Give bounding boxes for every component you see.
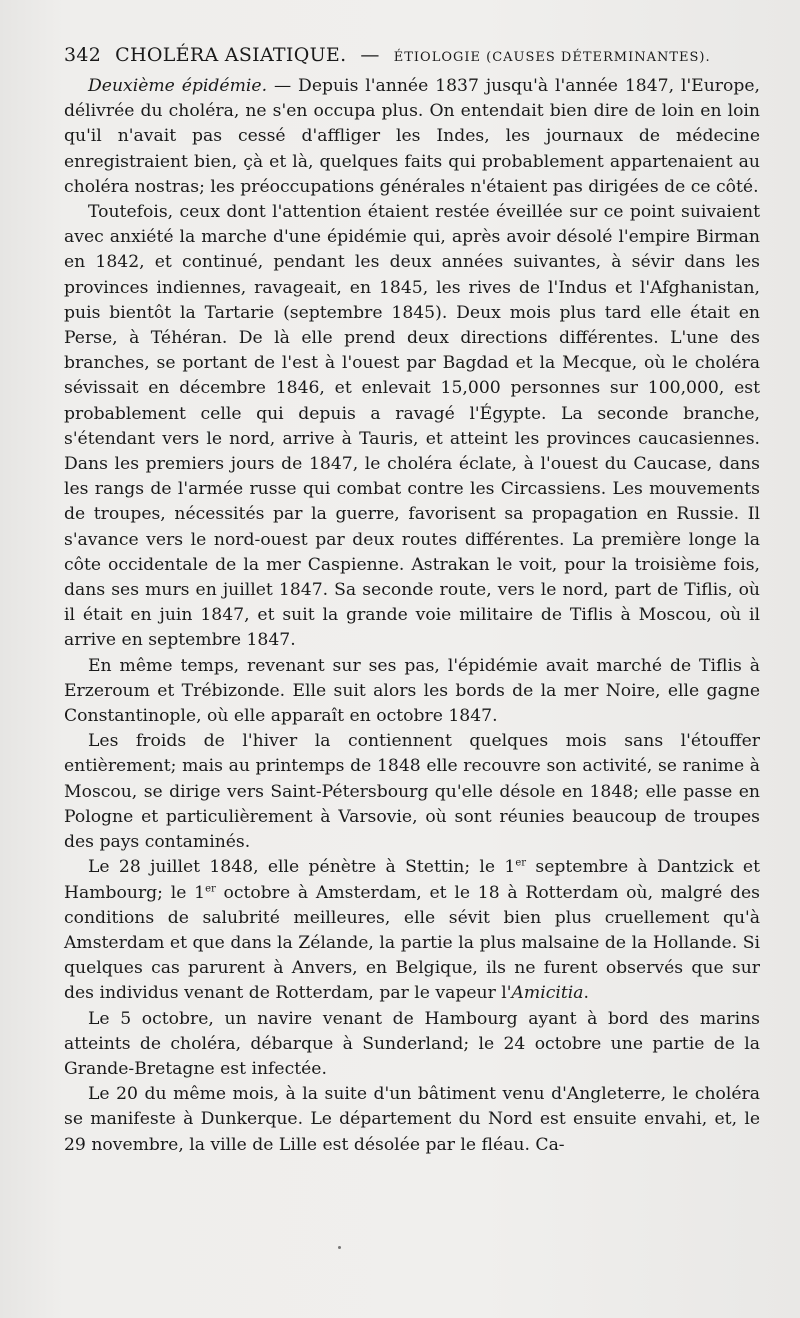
running-dash: —	[360, 44, 380, 66]
running-subtitle: ÉTIOLOGIE (CAUSES DÉTERMINANTES).	[393, 50, 711, 65]
paragraph-7: Le 20 du même mois, à la suite d'un bâtiment venu d'Angleterre, le choléra se manifeste à Dunkerque. Le département du Nord est ensuite envahi, et, le 29 novembre, la ville de Lille est désolée par le fléau. Ca-	[64, 1084, 760, 1155]
ship-name: Amicitia	[511, 983, 584, 1004]
paragraph-4: Les froids de l'hiver la contiennent quelques mois sans l'étouffer entièrement; mais au printemps de 1848 elle recouvre son activité, se ranime à Moscou, se dirige vers Saint-Pétersbourg qu'elle désole en 1848; elle passe en Pologne et particulièrement à Varsovie, où sont réunies beaucoup de troupes des pays contaminés.	[64, 731, 760, 853]
running-head	[64, 44, 760, 66]
section-heading: Deuxième épidémie.	[88, 76, 268, 96]
paragraph-1	[64, 74, 760, 200]
paragraph-6: Le 5 octobre, un navire venant de Hambourg ayant à bord des marins atteints de choléra, débarque à Sunderland; le 24 octobre une partie de la Grande-Bretagne est infectée.	[64, 1008, 760, 1079]
superscript-er-2: er	[205, 882, 216, 894]
paragraph-2: Toutefois, ceux dont l'attention étaient restée éveillée sur ce point suivaient avec anxiété la marche d'une épidémie qui, après avoir désolé l'empire Birman en 1842, et continué, pendant les deux années suivantes, à sévir dans les provinces indiennes, ravageait, en 1845, les rives de l'Indus et l'Afghanistan, puis bientôt la Tartarie (septembre 1845). Deux mois plus tard elle était en Perse, à Téhéran. De là elle prend deux directions différentes. L'une des branches, se portant de l'est à l'ouest par Bagdad et la Mecque, où le choléra sévissait en décembre 1846, et enlevait 15,000 personnes sur 100,000, est probablement celle qui depuis a ravagé l'Égypte. La seconde branche, s'étendant vers le nord, arrive à Tauris, et atteint les provinces caucasiennes. Dans les premiers jours de 1847, le choléra éclate, à l'ouest du Caucase, dans les rangs de l'armée russe qui combat contre les Circassiens. Les mouvements de troupes, nécessités par la guerre, favorisent sa propagation en Russie. Il s'avance vers le nord-ouest par deux routes différentes. La première longe la côte occidentale de la mer Caspienne. Astrakan le voit, pour la troisième fois, dans ses murs en juillet 1847. Sa seconde route, vers le nord, part de Tiflis, où il était en juin 1847, et suit la grande voie militaire de Tiflis à Moscou, où il arrive en septembre 1847.	[64, 202, 760, 651]
body-text	[64, 74, 760, 1158]
running-title: CHOLÉRA ASIATIQUE.	[115, 44, 347, 66]
paragraph-5-end: .	[583, 983, 589, 1004]
bottom-mark	[338, 1246, 341, 1249]
paragraph-3: En même temps, revenant sur ses pas, l'épidémie avait marché de Tiflis à Erzeroum et Trébizonde. Elle suit alors les bords de la mer Noire, elle gagne Constantinople, où elle apparaît en octobre 1847.	[64, 655, 760, 727]
page-number: 342	[64, 44, 102, 66]
superscript-er-1: er	[515, 857, 527, 869]
paragraph-5-part-b: septembre à Dantzick et Hambourg; le 1	[64, 857, 760, 903]
paragraph-5	[64, 855, 760, 1006]
paragraph-5-part-c: octobre à Amsterdam, et le 18 à Rotterdam où, malgré des conditions de salubrité meilleures, elle sévit bien plus cruellement qu'à Amsterdam et que dans la Zélande, la partie la plus malsaine de la Hollande. Si quelques cas parurent à Anvers, en Belgique, ils ne furent observés que sur des individus venant de Rotterdam, par le vapeur l'	[64, 882, 760, 1004]
paragraph-5-part-a: Le 28 juillet 1848, elle pénètre à Stettin; le 1	[88, 857, 516, 878]
paragraph-1-text: — Depuis l'année 1837 jusqu'à l'année 1847, l'Europe, délivrée du choléra, ne s'en occupa plus. On entendait bien dire de loin en loin qu'il n'avait pas cessé d'affliger les Indes, les journaux de médecine enregistraient bien, çà et là, quelques faits qui probablement appartenaient au choléra nostras; les préoccupations générales n'étaient pas dirigées de ce côté.	[64, 76, 761, 197]
